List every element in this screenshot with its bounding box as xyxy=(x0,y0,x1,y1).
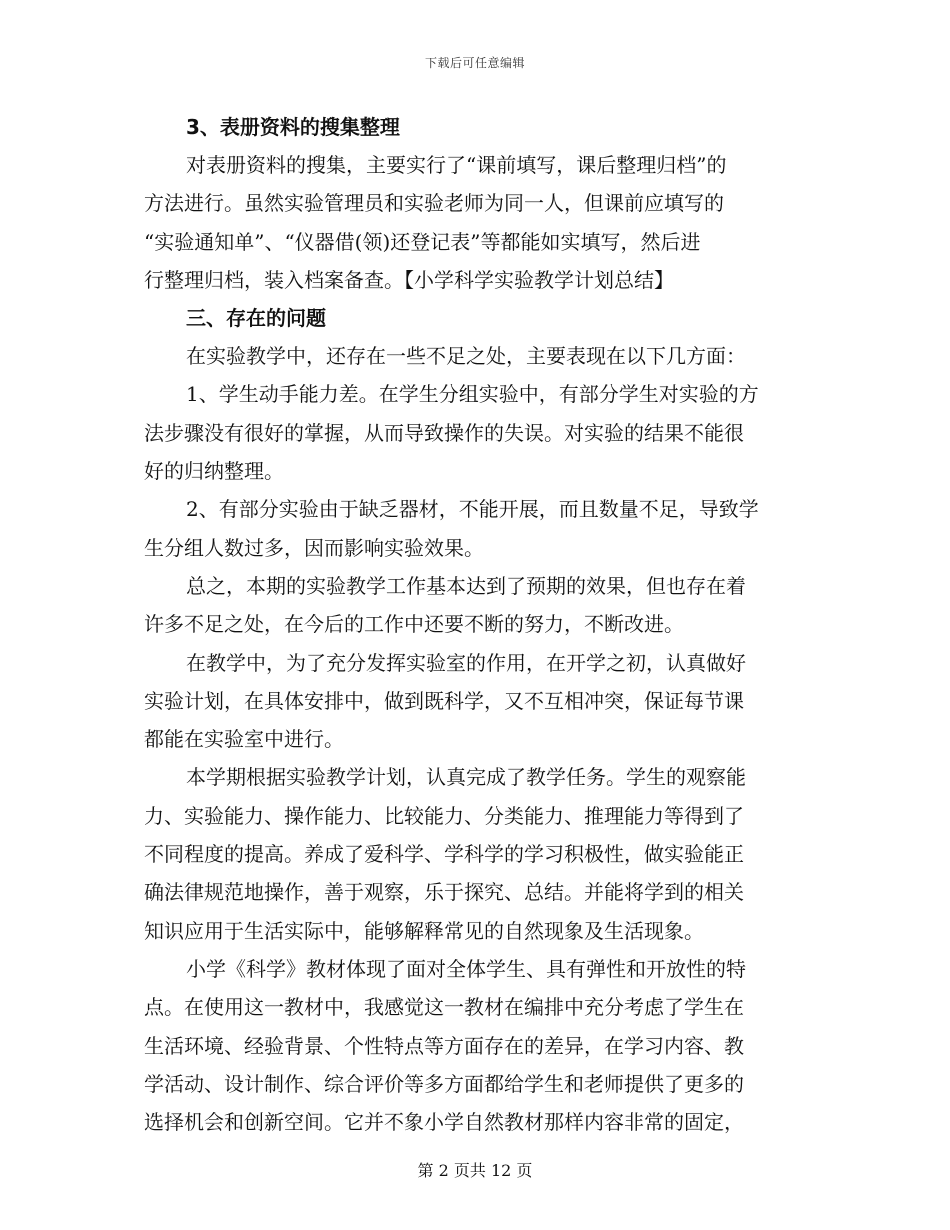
text-line: 选择机会和创新空间。它并不象小学自然教材那样内容非常的固定， xyxy=(144,1110,744,1135)
text-line: 许多不足之处，在今后的工作中还要不断的努力，不断改进。 xyxy=(144,612,684,637)
text-line: 在教学中，为了充分发挥实验室的作用，在开学之初，认真做好 xyxy=(186,650,746,675)
problems-intro-paragraph xyxy=(144,337,806,375)
text-line: 生活环境、经验背景、个性特点等方面存在的差异，在学习内容、教 xyxy=(144,1033,744,1058)
text-line: 确法律规范地操作，善于观察，乐于探究、总结。并能将学到的相关 xyxy=(144,880,744,905)
problem-item-1 xyxy=(144,375,806,490)
problems-heading: 三、存在的问题 xyxy=(186,306,326,331)
page-header: 下载后可任意编辑 xyxy=(424,56,525,70)
text-line: 在实验教学中，还存在一些不足之处，主要表现在以下几方面： xyxy=(186,344,746,369)
document-body xyxy=(144,108,806,1141)
text-line: 点。在使用这一教材中，我感觉这一教材在编排中充分考虑了学生在 xyxy=(144,995,744,1020)
text-line: 方法进行。虽然实验管理员和实验老师为同一人，但课前应填写的 xyxy=(144,191,724,216)
text-line: 总之，本期的实验教学工作基本达到了预期的效果，但也存在着 xyxy=(186,573,746,598)
section-3-heading: 3、表册资料的搜集整理 xyxy=(186,115,400,139)
text-line: 小学《科学》教材体现了面对全体学生、具有弹性和开放性的特 xyxy=(186,956,746,981)
textbook-paragraph xyxy=(144,950,806,1141)
text-line: 本学期根据实验教学计划，认真完成了教学任务。学生的观察能 xyxy=(186,765,746,790)
summary-paragraph xyxy=(144,567,806,644)
teaching-paragraph xyxy=(144,644,806,759)
page-number-footer: 第 2 页共 12 页 xyxy=(417,1161,533,1180)
text-line: 对表册资料的搜集，主要实行了“课前填写，课后整理归档”的 xyxy=(186,153,727,177)
semester-paragraph xyxy=(144,758,806,949)
text-line: 法步骤没有很好的掌握，从而导致操作的失误。对实验的结果不能很 xyxy=(144,420,744,445)
text-line: “实验通知单”、“仪器借(领)还登记表”等都能如实填写，然后进 xyxy=(144,229,701,254)
text-line: 1、学生动手能力差。在学生分组实验中，有部分学生对实验的方 xyxy=(186,382,759,407)
problem-item-2 xyxy=(144,490,806,567)
text-line: 学活动、设计制作、综合评价等多方面都给学生和老师提供了更多的 xyxy=(144,1071,744,1096)
text-line: 都能在实验室中进行。 xyxy=(144,727,344,752)
text-line: 生分组人数过多，因而影响实验效果。 xyxy=(144,535,484,560)
text-line: 实验计划，在具体安排中，做到既科学，又不互相冲突，保证每节课 xyxy=(144,688,744,713)
text-line: 行整理归档，装入档案备查。【小学科学实验教学计划总结】 xyxy=(144,267,674,292)
section-3-paragraph xyxy=(144,146,806,299)
text-line: 好的归纳整理。 xyxy=(144,459,284,484)
text-line: 力、实验能力、操作能力、比较能力、分类能力、推理能力等得到了 xyxy=(144,803,744,828)
text-line: 知识应用于生活实际中，能够解释常见的自然现象及生活现象。 xyxy=(144,918,704,943)
text-line: 2、有部分实验由于缺乏器材，不能开展，而且数量不足，导致学 xyxy=(186,497,759,522)
text-line: 不同程度的提高。养成了爱科学、学科学的学习积极性，做实验能正 xyxy=(144,842,744,867)
